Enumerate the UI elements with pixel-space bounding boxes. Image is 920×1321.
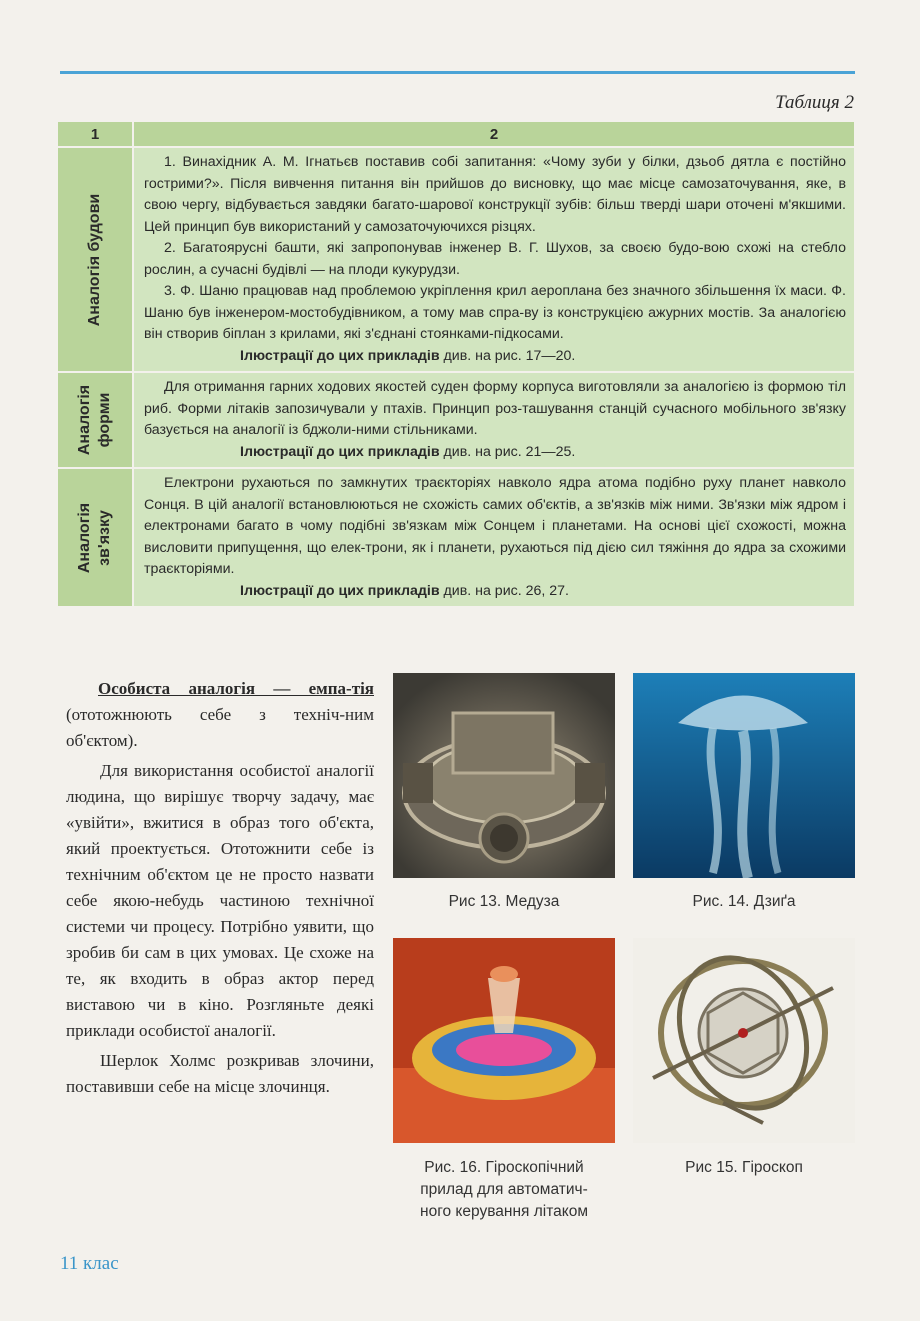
- structure-example-1: 1. Винахідник А. М. Ігнатьєв поставив собі запитання: «Чому зуби у білки, дзьоб дятла є постійно гострими?». Після вивчення питання він прийшов до висновку, що має місце самозаточування, яке, в свою чергу, відбувається завдяки багато-шарової конструкції зубів: більш тверді шари оточені м'якшими. Цей принцип був використаний у самозаточуючихся різцях.: [144, 154, 846, 235]
- row-label-relation: [75, 502, 115, 572]
- illustrations-note-bold: Ілюстрації до цих прикладів: [240, 443, 440, 460]
- section-heading: Особиста аналогія — емпа-тія: [98, 679, 374, 698]
- table-row-structure: [58, 146, 854, 371]
- row-label-cell: [58, 146, 134, 371]
- photo-fig14-jellyfish: [633, 673, 855, 878]
- paragraph-2: Шерлок Холмс розкривав злочини, поставивши себе на місце злочинця.: [66, 1051, 374, 1096]
- relation-example: Електрони рухаються по замкнутих траєкторіях навколо ядра атома подібно руху планет навколо Сонця. В цій аналогії встановлюються не схожість самих об'єктів, а зв'язків між ними. Зв'язки між ядром і електронами багато в чому подібні зв'язкам між Сонцем і планетами. На основі цієї схожості, можна висловити припущення, що елек-трони, як і планети, рухаються під дією сил тяжіння до ядра за схожими траєкторіями.: [144, 475, 846, 577]
- illustrations-note: [144, 581, 846, 603]
- illustrations-note-ref: див. на рис. 26, 27.: [439, 582, 569, 599]
- table-row-form: [58, 371, 854, 467]
- table-header-row: [58, 122, 854, 146]
- personal-analogy-heading: [66, 676, 374, 754]
- caption-fig15: Рис 15. Гіроскоп: [685, 1159, 803, 1176]
- row-label-structure: Аналогія будови: [86, 193, 103, 326]
- personal-analogy-text: [66, 676, 374, 1104]
- caption-line: прилад для автоматич-: [420, 1181, 588, 1198]
- illustrations-note-bold: Ілюстрації до цих прикладів: [240, 347, 440, 364]
- caption-line: Рис. 16. Гіроскопічний: [424, 1159, 584, 1176]
- row-label-line: Аналогія: [76, 502, 93, 573]
- caption-line: ного керування літаком: [420, 1203, 588, 1220]
- row-label-cell: [58, 371, 134, 467]
- row-label-form: [75, 385, 115, 455]
- row-body-relation: [134, 467, 854, 606]
- row-label-line: форми: [96, 392, 113, 448]
- form-example: Для отримання гарних ходових якостей суден форму корпуса виготовляли за аналогією із формою тіл риб. Форми літаків запозичували у птахів. Принцип роз-ташування станцій сучасного мобільного зв'язку базується на аналогії із бджоли-ними стільниками.: [144, 379, 846, 438]
- paragraph-1: Для використання особистої аналогії людина, що вирішує творчу задачу, має «увійти», вжитися в образ того об'єкта, який проектується. Ототожнити себе із технічним об'єктом це не просто назвати себе якою-небудь частиною технічної системи чи процесу. Потрібно уявити, що зробив би сам в цих умовах. Це схоже на те, як входить в образ актор перед виставою чи в кіно. Розгляньте деякі приклади особистої аналогії.: [66, 761, 374, 1040]
- row-label-line: Аналогія: [76, 384, 93, 456]
- caption-fig13: Рис 13. Медуза: [448, 893, 560, 910]
- structure-example-2: 2. Багатоярусні башти, які запропонував інженер В. Г. Шухов, за своєю будо-вою схожі на стебло рослин, а сучасні будівлі — на плоди кукурудзи.: [144, 240, 846, 278]
- photo-fig16-spinning-top: [393, 938, 615, 1143]
- caption-fig16: [393, 1157, 615, 1223]
- caption-fig14: Рис. 14. Дзиґа: [692, 893, 796, 910]
- row-body-structure: [134, 146, 854, 371]
- table-row-relation: [58, 467, 854, 606]
- illustrations-note-ref: див. на рис. 17—20.: [439, 347, 576, 364]
- photo-fig15-gyroscope: [633, 938, 855, 1143]
- row-body-form: [134, 371, 854, 467]
- photo-fig13-device: [393, 673, 615, 878]
- grade-footer: 11 клас: [60, 1253, 119, 1274]
- heading-rest: (ототожнюють себе з техніч-ним об'єктом).: [66, 705, 374, 750]
- structure-example-3: 3. Ф. Шаню працював над проблемою укріплення крил аероплана без значного збільшення їх маси. Ф. Шаню був інженером-мостобудівником, а тому мав спра-ву із конструкцією ажурних мостів. За аналогією він створив біплан з крилами, які з'єднані стоянками-підкосами.: [144, 283, 846, 342]
- row-label-line: зв'язку: [96, 509, 113, 566]
- illustrations-note: [144, 346, 846, 368]
- table-header-col2: 2: [489, 125, 499, 143]
- top-rule: [60, 71, 855, 74]
- illustrations-note-bold: Ілюстрації до цих прикладів: [240, 582, 440, 599]
- illustrations-note-ref: див. на рис. 21—25.: [439, 443, 576, 460]
- table-caption: Таблиця 2: [775, 92, 854, 113]
- row-label-cell: [58, 467, 134, 606]
- analogy-table: [58, 122, 854, 606]
- illustrations-note: [144, 442, 846, 464]
- table-header-col1: 1: [58, 122, 134, 146]
